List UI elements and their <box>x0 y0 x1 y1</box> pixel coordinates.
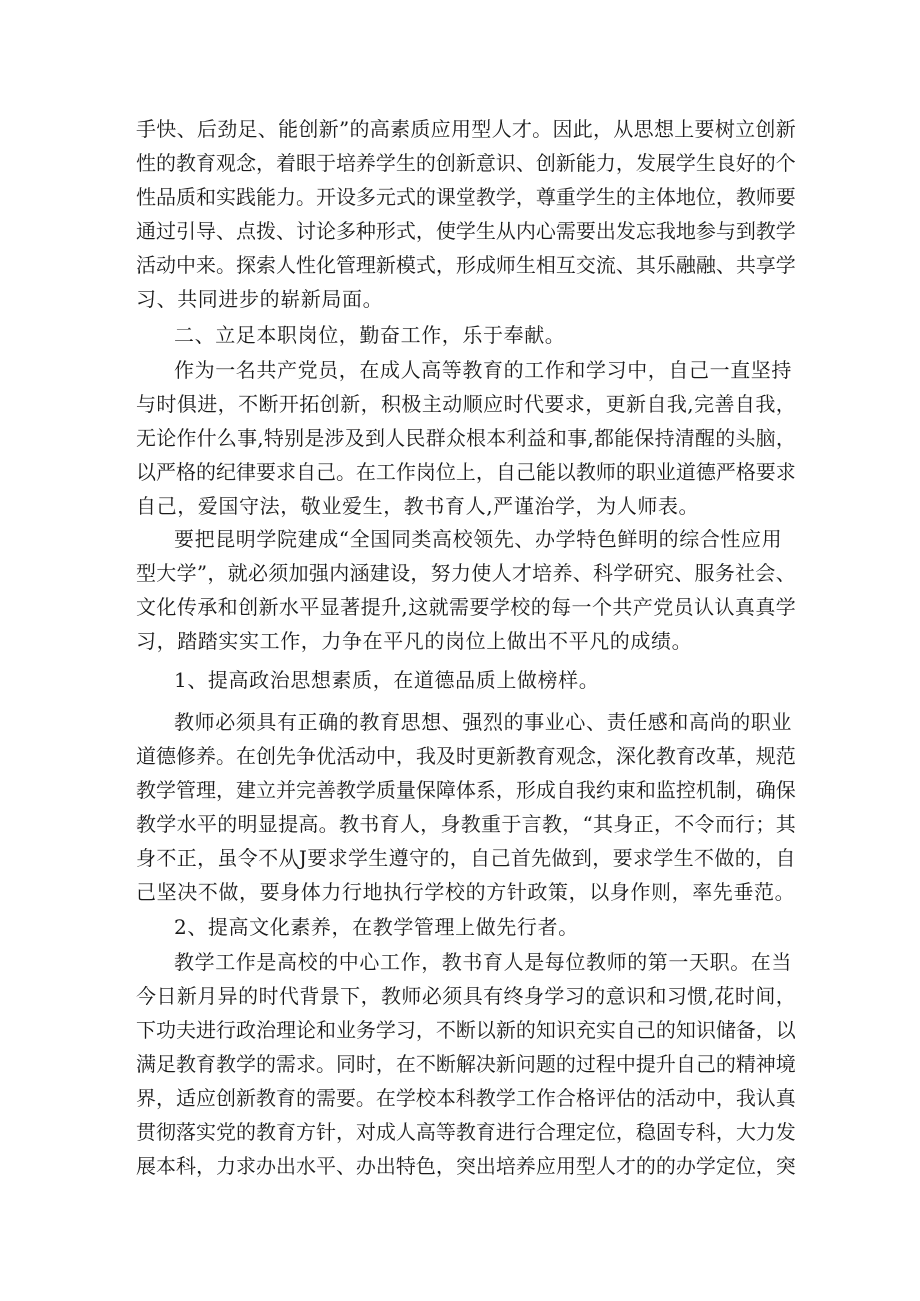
text-line: 下功夫进行政治理论和业务学习，不断以新的知识充实自己的知识储备，以 <box>136 1018 796 1042</box>
text-line: 道德修养。在创先争优活动中，我及时更新教育观念，深化教育改革，规范 <box>136 744 796 768</box>
section-heading: 二、立足本职岗位，勤奋工作，乐于奉献。 <box>174 323 566 347</box>
text-line: 贯彻落实党的教育方针，对成人高等教育进行合理定位，稳固专科，大力发 <box>136 1120 796 1144</box>
text-line: 己坚决不做，要身体力行地执行学校的方针政策，以身作则，率先垂范。 <box>136 880 796 904</box>
text-line: 今日新月异的时代背景下，教师必须具有终身学习的意识和习惯,花时间， <box>136 984 797 1008</box>
text-line: 性的教育观念，着眼于培养学生的创新意识、创新能力，发展学生良好的个 <box>136 151 796 175</box>
text-line: 手快、后劲足、能创新”的高素质应用型人才。因此，从思想上要树立创新 <box>136 117 797 141</box>
subsection-heading: 2、提高文化素养，在教学管理上做先行者。 <box>174 915 579 939</box>
text-line: 教学管理，建立并完善教学质量保障体系，形成自我约束和监控机制，确保 <box>136 778 796 802</box>
text-line: 文化传承和创新水平显著提升,这就需要学校的每一个共产党员认认真真学 <box>136 595 797 619</box>
text-line: 通过引导、点拨、讨论多种形式，使学生从内心需要出发忘我地参与到教学 <box>136 219 796 243</box>
text-line: 习、共同进步的崭新局面。 <box>136 287 384 311</box>
text-line: 习，踏踏实实工作，力争在平凡的岗位上做出不平凡的成绩。 <box>136 629 693 653</box>
subsection-heading: 1、提高政治思想素质，在道德品质上做榜样。 <box>174 668 600 692</box>
text-line: 性品质和实践能力。开设多元式的课堂教学，尊重学生的主体地位，教师要 <box>136 185 796 209</box>
text-line: 无论作什么事,特别是涉及到人民群众根本利益和事,都能保持清醒的头脑， <box>136 426 797 450</box>
text-line: 展本科，力求办出水平、办出特色，突出培养应用型人才的的办学定位，突 <box>136 1154 796 1178</box>
text-line: 教师必须具有正确的教育思想、强烈的事业心、责任感和高尚的职业 <box>174 710 792 734</box>
text-line: 要把昆明学院建成“全国同类高校领先、办学特色鲜明的综合性应用 <box>174 527 783 551</box>
text-line: 满足教育教学的需求。同时，在不断解决新问题的过程中提升自己的精神境 <box>136 1052 796 1076</box>
text-line: 型大学”，就必须加强内涵建设，努力使人才培养、科学研究、服务社会、 <box>136 561 797 585</box>
text-line: 自己，爱国守法，敬业爱生，教书育人,严谨治学，为人师表。 <box>136 494 700 518</box>
text-line: 活动中来。探索人性化管理新模式，形成师生相互交流、其乐融融、共享学 <box>136 253 796 277</box>
text-line: 教学水平的明显提高。教书育人，身教重于言教，“其身正，不令而行；其 <box>136 812 797 836</box>
text-line: 界，适应创新教育的需要。在学校本科教学工作合格评估的活动中，我认真 <box>136 1086 796 1110</box>
text-line: 以严格的纪律要求自己。在工作岗位上，自己能以教师的职业道德严格要求 <box>136 460 796 484</box>
text-line: 身不正，虽令不从J要求学生遵守的，自己首先做到，要求学生不做的，自 <box>136 846 796 870</box>
text-line: 教学工作是高校的中心工作，教书育人是每位教师的第一天职。在当 <box>174 950 792 974</box>
text-line: 作为一名共产党员，在成人高等教育的工作和学习中，自己一直坚持 <box>174 358 792 382</box>
text-line: 与时俱进，不断开拓创新，积极主动顺应时代要求，更新自我,完善自我， <box>136 392 797 416</box>
